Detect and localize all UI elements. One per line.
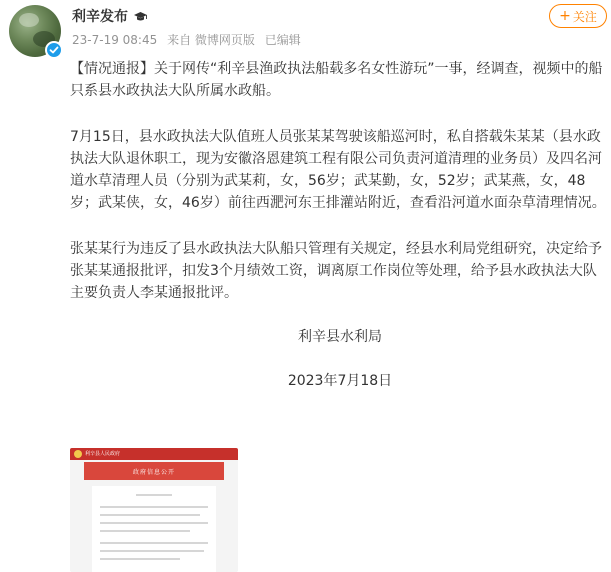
emblem-icon (74, 450, 82, 458)
author-name[interactable]: 利辛发布 (72, 9, 128, 25)
post-meta (72, 31, 307, 48)
post-header (0, 0, 611, 60)
image-title: 政府信息公开 (132, 468, 175, 476)
verified-badge-icon (45, 41, 63, 59)
post-date[interactable]: 23-7-19 08:45 (72, 33, 158, 47)
post-source: 来自 微博网页版 (167, 33, 255, 47)
follow-label: 关注 (572, 9, 597, 24)
plus-icon: + (559, 8, 571, 24)
signature-date: 2023年7月18日 (287, 373, 393, 389)
post-body (70, 58, 610, 392)
paragraph-1: 【情况通报】关于网传“利辛县渔政执法船载多名女性游玩”一事，经调查，视频中的船只系县水政执法大队所属水政船。 (70, 61, 603, 99)
paragraph-3: 张某某行为违反了县水政执法大队船只管理有关规定，经县水利局党组研究，决定给予张某某通报批评，扣发3个月绩效工资，调离原工作岗位等处理，给予县水政执法大队主要负责人李某通报批评。 (70, 241, 602, 301)
follow-button[interactable] (549, 4, 607, 28)
edited-label[interactable]: 已编辑 (264, 33, 301, 47)
graduation-cap-icon (133, 9, 148, 23)
signature: 利辛县水利局 (298, 329, 382, 345)
post-image-thumbnail[interactable] (70, 448, 238, 572)
image-header-text: 利辛县人民政府 (85, 451, 121, 457)
author-row (72, 6, 148, 26)
image-document (92, 486, 216, 572)
paragraph-2: 7月15日，县水政执法大队值班人员张某某驾驶该船巡河时，私自搭载朱某某（县水政执法大队退休职工，现为安徽洛恩建筑工程有限公司负责河道清理的业务员）及四名河道水草清理人员（分别为武某莉，女，56岁；武某勤，女，52岁；武某燕，女，48岁；武某侠，女，46岁）前往西淝河东王排灌站附近，查看沿河道水面杂草清理情况。 (70, 129, 606, 211)
avatar[interactable] (9, 5, 61, 57)
